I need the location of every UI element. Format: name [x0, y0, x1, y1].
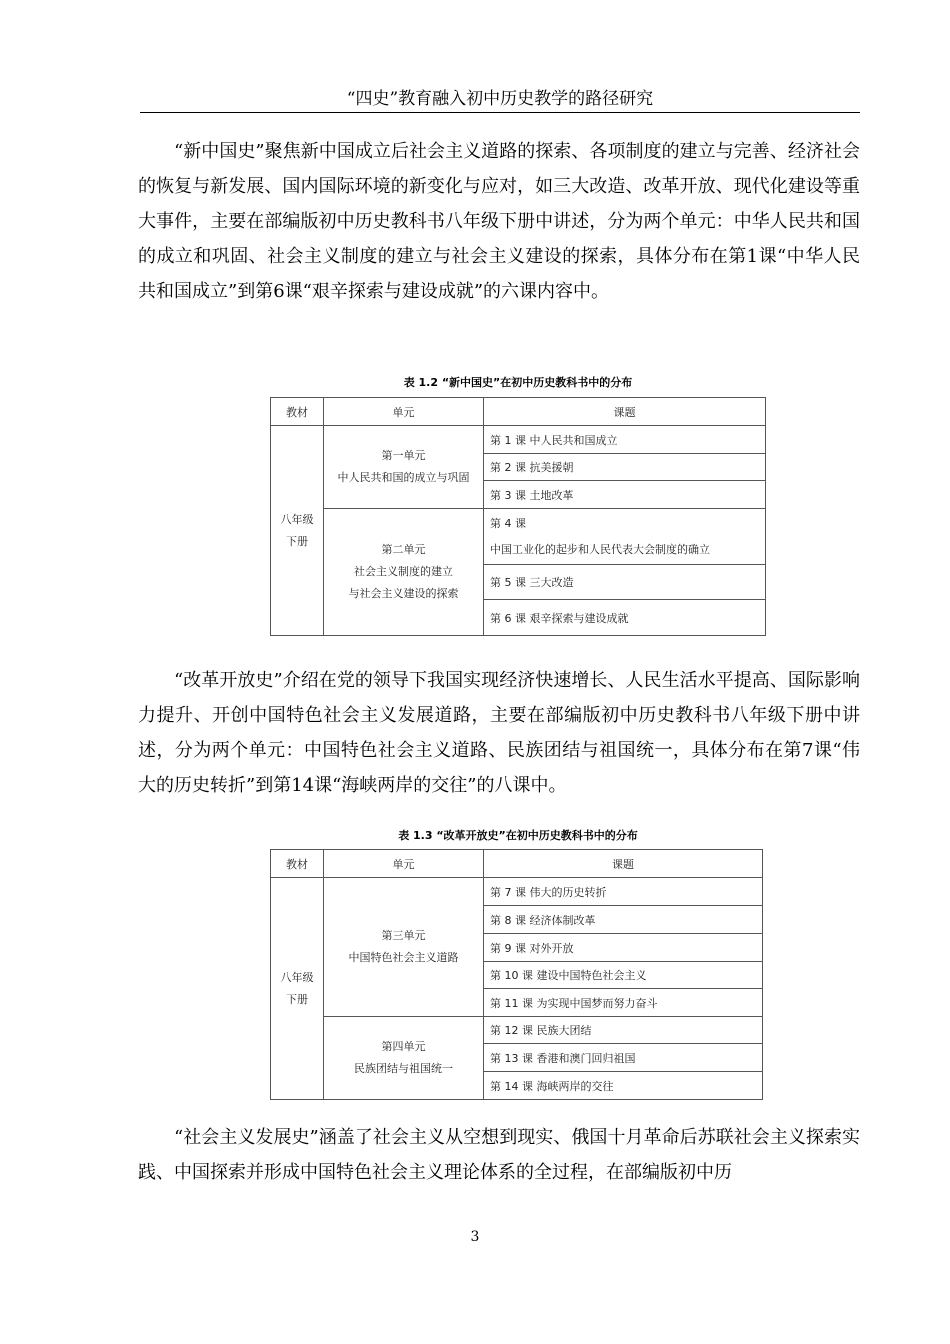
lesson-cell: 第 6 课 艰辛探索与建设成就: [484, 600, 766, 636]
unit-cell: 第四单元 民族团结与祖国统一: [324, 1017, 484, 1100]
unit-cell: 第二单元 社会主义制度的建立 与社会主义建设的探索: [324, 509, 484, 636]
table-header-row: [271, 850, 763, 878]
unit-cell: 第三单元 中国特色社会主义道路: [324, 878, 484, 1017]
lesson-cell: 第 7 课 伟大的历史转折: [484, 878, 763, 906]
paragraph-socialism-history: “社会主义发展史”涵盖了社会主义从空想到现实、俄国十月革命后苏联社会主义探索实践、中国探索并形成中国特色社会主义理论体系的全过程，在部编版初中历: [138, 1127, 860, 1183]
textbook-cell: 八年级 下册: [271, 878, 324, 1100]
column-header-lesson: 课题: [484, 398, 766, 426]
lesson-cell: 第 5 课 三大改造: [484, 565, 766, 600]
lesson-cell: 第 9 课 对外开放: [484, 934, 763, 962]
paragraph-new-china-history: “新中国史”聚焦新中国成立后社会主义道路的探索、各项制度的建立与完善、经济社会的恢复与新发展、国内国际环境的新变化与应对，如三大改造、改革开放、现代化建设等重大事件，主要在部编版初中历史教科书八年级下册中讲述，分为两个单元：中华人民共和国的成立和巩固、社会主义制度的建立与社会主义建设的探索，具体分布在第1课“中华人民共和国成立”到第6课“艰辛探索与建设成就”的六课内容中。: [138, 141, 860, 302]
column-header-lesson: 课题: [484, 850, 763, 878]
unit-cell: 第一单元 中人民共和国的成立与巩固: [324, 426, 484, 509]
lesson-cell: 第 8 课 经济体制改革: [484, 906, 763, 934]
table-header-row: [271, 398, 766, 426]
lesson-cell: 第 2 课 抗美援朝: [484, 454, 766, 481]
paragraph-reform-opening-history: “改革开放史”介绍在党的领导下我国实现经济快速增长、人民生活水平提高、国际影响力提升、开创中国特色社会主义发展道路，主要在部编版初中历史教科书八年级下册中讲述，分为两个单元：中国特色社会主义道路、民族团结与祖国统一，具体分布在第7课“伟大的历史转折”到第14课“海峡两岸的交往”的八课中。: [138, 670, 860, 796]
new-china-history-table: [270, 397, 766, 636]
lesson-cell: 第 1 课 中人民共和国成立: [484, 426, 766, 454]
table-caption: 表 1.3 “改革开放史”在初中历史教科书中的分布: [398, 829, 638, 842]
column-header-unit: 单元: [324, 398, 484, 426]
table-row: [271, 878, 763, 906]
textbook-cell: 八年级 下册: [271, 426, 324, 636]
lesson-cell: 第 13 课 香港和澳门回归祖国: [484, 1044, 763, 1072]
table-row: [271, 1017, 763, 1044]
running-header: “四史”教育融入初中历史教学的路径研究: [140, 88, 860, 113]
reform-opening-history-table: [270, 849, 763, 1100]
lesson-cell: 第 3 课 土地改革: [484, 481, 766, 509]
page-number: 3: [470, 1229, 480, 1245]
lesson-cell: 第 14 课 海峡两岸的交往: [484, 1072, 763, 1100]
lesson-cell: 第 4 课 中国工业化的起步和人民代表大会制度的确立: [484, 509, 766, 565]
table-row: [271, 509, 766, 565]
column-header-textbook: 教材: [271, 850, 324, 878]
lesson-cell: 第 10 课 建设中国特色社会主义: [484, 962, 763, 989]
table-caption: 表 1.2 “新中国史”在初中历史教科书中的分布: [403, 376, 633, 389]
table-row: [271, 426, 766, 454]
lesson-cell: 第 12 课 民族大团结: [484, 1017, 763, 1044]
column-header-textbook: 教材: [271, 398, 324, 426]
column-header-unit: 单元: [324, 850, 484, 878]
lesson-cell: 第 11 课 为实现中国梦而努力奋斗: [484, 989, 763, 1017]
